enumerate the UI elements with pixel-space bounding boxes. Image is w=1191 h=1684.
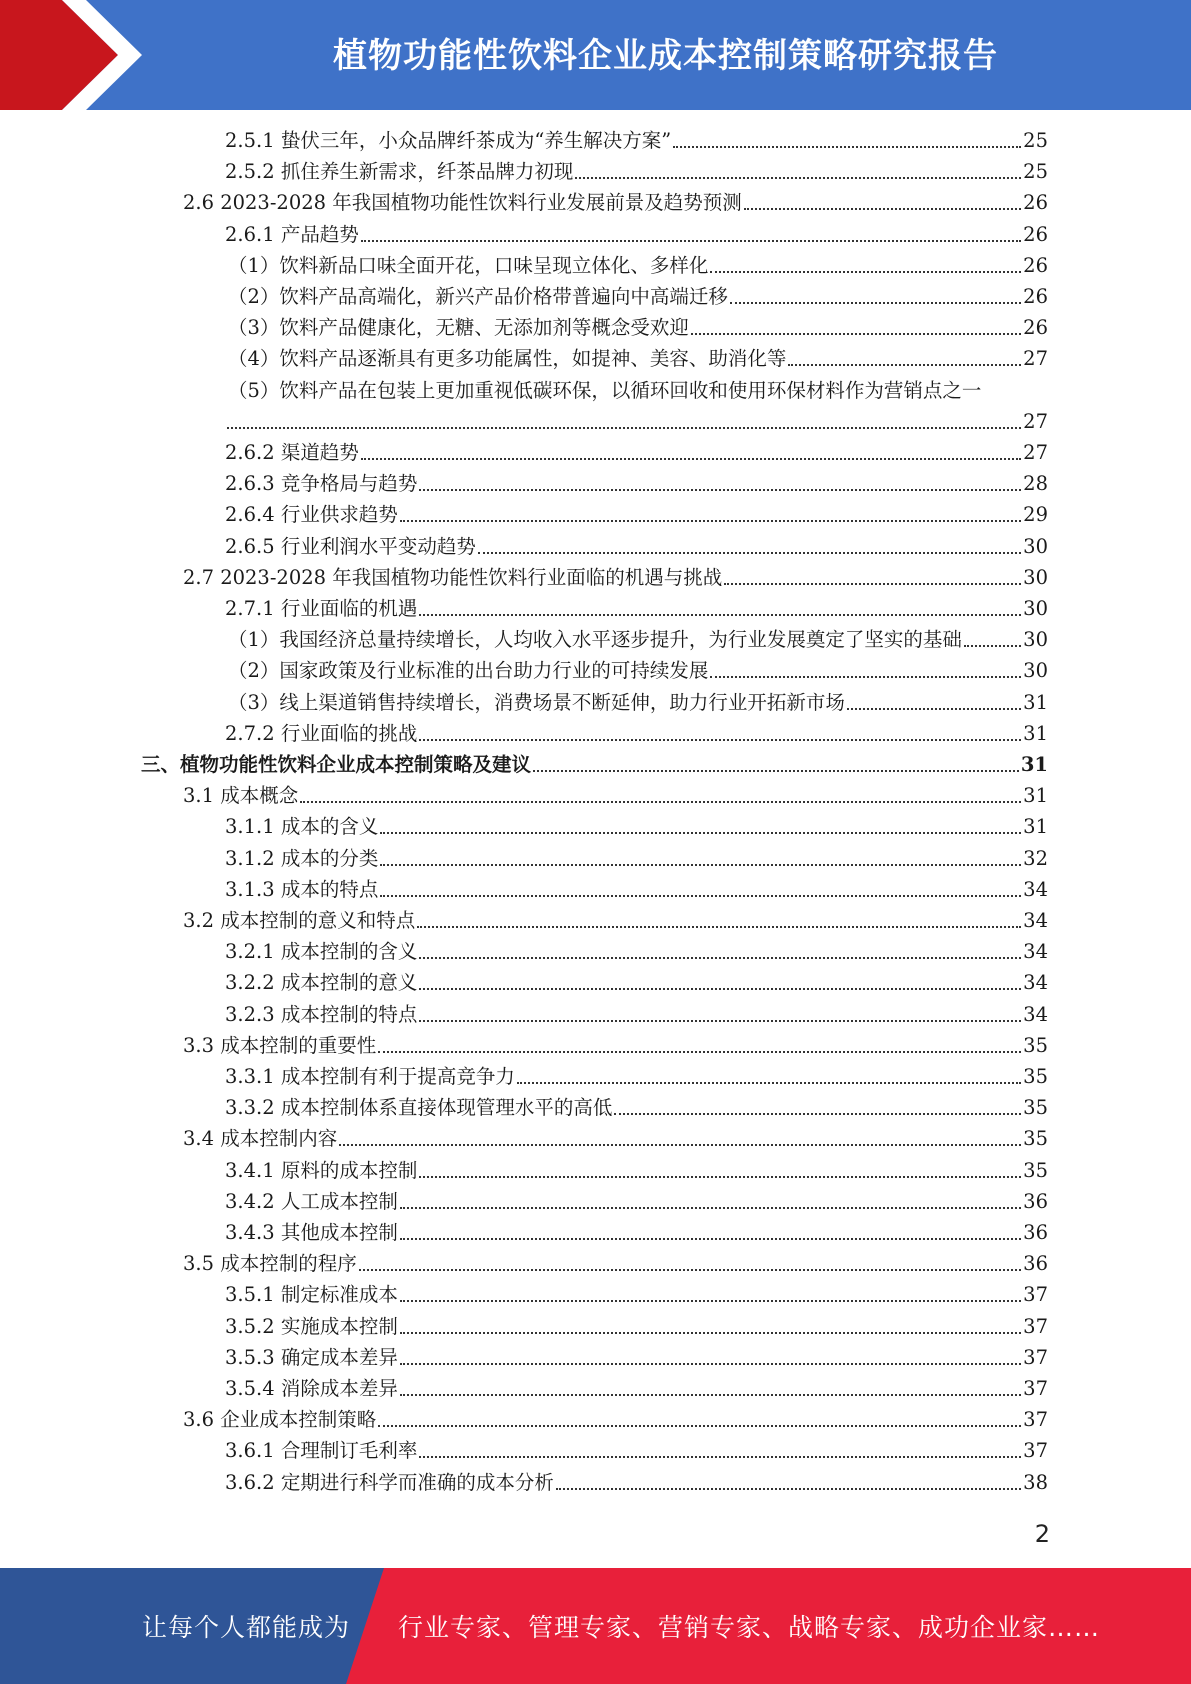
toc-entry-page: 29 (1023, 503, 1048, 527)
toc-entry-page: 34 (1023, 1002, 1048, 1026)
header-arrow-icon (0, 0, 160, 110)
toc-entry-title: 2.6.2 渠道趋势 (225, 441, 359, 464)
toc-entry-page: 35 (1023, 1065, 1048, 1088)
toc-entry-title: 2.6.1 产品趋势 (225, 222, 359, 246)
toc-entry-page: 36 (1023, 1221, 1048, 1244)
toc-leader-dots (710, 657, 1021, 685)
toc-leader-dots (575, 158, 1021, 186)
toc-entry[interactable] (228, 657, 1048, 685)
toc-leader-dots (419, 969, 1021, 997)
toc-leader-dots (533, 751, 1019, 779)
footer-slogan-right: 行业专家、管理专家、营销专家、战略专家、成功企业家…… (398, 1613, 1101, 1642)
toc-entry[interactable] (225, 1469, 1048, 1497)
toc-entry-title: 2.5.2 抓住养生新需求，纤茶品牌力初现 (225, 160, 574, 184)
toc-leader-dots (964, 626, 1021, 654)
toc-entry[interactable] (141, 751, 1048, 779)
toc-entry-title: 3.2.1 成本控制的含义 (225, 940, 418, 964)
toc-entry-page: 27 (1023, 347, 1048, 371)
toc-entry-page: 35 (1023, 1158, 1048, 1182)
toc-leader-dots (380, 876, 1021, 904)
toc-entry-page: 37 (1023, 1283, 1048, 1307)
toc-entry[interactable] (228, 689, 1048, 717)
toc-entry[interactable] (228, 252, 1048, 280)
toc-entry-title: 3.5.4 消除成本差异 (225, 1377, 398, 1400)
toc-entry[interactable] (183, 1406, 1048, 1434)
toc-leader-dots (847, 689, 1021, 717)
toc-entry[interactable] (225, 595, 1048, 623)
toc-leader-dots (380, 813, 1021, 841)
toc-leader-dots (614, 1094, 1021, 1122)
toc-entry-title: 3.2.3 成本控制的特点 (225, 1002, 418, 1026)
toc-entry-title: 3.3 成本控制的重要性 (183, 1033, 377, 1057)
toc-entry-title: 3.2 成本控制的意义和特点 (183, 909, 416, 932)
toc-leader-dots (691, 314, 1021, 342)
toc-entry-title: 2.5.1 蛰伏三年，小众品牌纤茶成为“养生解决方案” (225, 129, 672, 152)
toc-entry-page: 38 (1023, 1470, 1048, 1494)
toc-entry-page: 30 (1023, 659, 1048, 683)
toc-entry-title: 3.5.3 确定成本差异 (225, 1345, 398, 1369)
toc-entry-page: 32 (1023, 846, 1048, 870)
toc-entry[interactable] (225, 1063, 1048, 1091)
toc-entry-page: 26 (1023, 253, 1048, 277)
toc-entry-title: 2.6.3 竞争格局与趋势 (225, 472, 418, 496)
toc-entry-page: 30 (1023, 628, 1048, 652)
toc-entry[interactable] (228, 314, 1048, 342)
toc-entry-title: 3.3.1 成本控制有利于提高竞争力 (225, 1065, 515, 1088)
toc-entry-page: 37 (1023, 1377, 1048, 1400)
page-footer (0, 1568, 1191, 1684)
toc-leader-dots (339, 1125, 1021, 1153)
toc-entry-title: 三、植物功能性饮料企业成本控制策略及建议 (141, 753, 532, 776)
toc-leader-dots (400, 1375, 1021, 1403)
toc-entry-title: （4）饮料产品逐渐具有更多功能属性，如提神、美容、助消化等 (228, 347, 787, 371)
toc-entry[interactable] (228, 377, 1048, 405)
toc-entry[interactable] (225, 938, 1048, 966)
toc-entry-title: 3.3.2 成本控制体系直接体现管理水平的高低 (225, 1096, 613, 1120)
footer-slogan-left: 让每个人都能成为 (142, 1613, 351, 1642)
toc-entry-page: 30 (1023, 565, 1048, 589)
toc-entry[interactable] (225, 1344, 1048, 1372)
toc-entry[interactable] (228, 626, 1048, 654)
toc-entry-page: 27 (1023, 409, 1048, 433)
toc-entry[interactable] (225, 221, 1048, 249)
toc-entry-page: 35 (1023, 1127, 1048, 1151)
toc-entry[interactable] (183, 782, 1048, 810)
toc-entry[interactable] (225, 845, 1048, 873)
toc-entry-page: 37 (1023, 1439, 1048, 1463)
toc-entry-title: 3.6.1 合理制订毛利率 (225, 1439, 418, 1463)
toc-entry-page: 34 (1023, 909, 1048, 932)
toc-entry-title: 2.6 2023-2028 年我国植物功能性饮料行业发展前景及趋势预测 (183, 191, 742, 215)
toc-entry-page: 31 (1023, 815, 1048, 839)
toc-entry-title: 3.4.1 原料的成本控制 (225, 1158, 418, 1182)
toc-entry-page: 28 (1023, 472, 1048, 496)
toc-entry-page: 36 (1023, 1252, 1048, 1276)
toc-entry-title: 3.4.3 其他成本控制 (225, 1221, 398, 1244)
toc-leader-dots (359, 1250, 1021, 1278)
toc-entry-title: 3.1.2 成本的分类 (225, 846, 379, 870)
toc-leader-dots (419, 595, 1021, 623)
toc-entry-page: 34 (1023, 971, 1048, 995)
toc-entry[interactable] (225, 408, 1048, 436)
toc-leader-dots (788, 345, 1021, 373)
toc-leader-dots (378, 1406, 1021, 1434)
toc-leader-dots (378, 1032, 1021, 1060)
toc-leader-dots (400, 501, 1021, 529)
toc-leader-dots (227, 408, 1021, 436)
toc-entry-title: 2.7 2023-2028 年我国植物功能性饮料行业面临的机遇与挑战 (183, 565, 723, 589)
toc-entry[interactable] (228, 283, 1048, 311)
toc-leader-dots (556, 1469, 1021, 1497)
toc-leader-dots (419, 938, 1021, 966)
page-header (0, 0, 1191, 110)
toc-entry[interactable] (225, 876, 1048, 904)
toc-entry[interactable] (225, 1219, 1048, 1247)
toc-entry[interactable] (225, 127, 1048, 155)
toc-entry-page: 31 (1023, 721, 1048, 745)
toc-entry-title: 2.6.5 行业利润水平变动趋势 (225, 534, 476, 558)
toc-entry-title: 2.7.1 行业面临的机遇 (225, 597, 418, 620)
toc-entry[interactable] (225, 158, 1048, 186)
toc-entry-title: 3.5 成本控制的程序 (183, 1252, 357, 1276)
toc-entry-title: 3.6 企业成本控制策略 (183, 1408, 377, 1432)
toc-leader-dots (419, 1437, 1021, 1465)
toc-leader-dots (478, 533, 1021, 561)
toc-entry-title: （1）饮料新品口味全面开花，口味呈现立体化、多样化 (228, 253, 709, 277)
toc-entry-title: 3.1.3 成本的特点 (225, 877, 379, 901)
toc-entry[interactable] (225, 439, 1048, 467)
toc-leader-dots (419, 1001, 1021, 1029)
toc-entry-title: 3.5.2 实施成本控制 (225, 1314, 398, 1338)
toc-leader-dots (400, 1188, 1021, 1216)
toc-leader-dots (361, 439, 1021, 467)
toc-entry-title: （2）饮料产品高端化，新兴产品价格带普遍向中高端迁移 (228, 285, 728, 308)
toc-leader-dots (300, 782, 1021, 810)
toc-leader-dots (517, 1063, 1021, 1091)
toc-leader-dots (419, 470, 1021, 498)
toc-entry[interactable] (225, 813, 1048, 841)
toc-entry-title: 2.6.4 行业供求趋势 (225, 503, 398, 527)
toc-entry-page: 35 (1023, 1096, 1048, 1120)
toc-entry-page: 30 (1023, 597, 1048, 620)
toc-entry-page: 37 (1023, 1408, 1048, 1432)
toc-entry-page: 36 (1023, 1189, 1048, 1213)
toc-entry-title: 2.7.2 行业面临的挑战 (225, 721, 418, 745)
toc-entry-title: 3.6.2 定期进行科学而准确的成本分析 (225, 1470, 554, 1494)
toc-entry-page: 37 (1023, 1345, 1048, 1369)
toc-entry[interactable] (225, 969, 1048, 997)
toc-leader-dots (673, 127, 1021, 155)
toc-entry-page: 34 (1023, 940, 1048, 964)
toc-leader-dots (400, 1313, 1021, 1341)
toc-entry[interactable] (225, 1281, 1048, 1309)
toc-entry[interactable] (225, 1094, 1048, 1122)
toc-leader-dots (730, 283, 1021, 311)
toc-entry[interactable] (225, 1313, 1048, 1341)
toc-entry[interactable] (183, 1032, 1048, 1060)
toc-entry[interactable] (225, 720, 1048, 748)
toc-entry-page: 26 (1023, 191, 1048, 215)
toc-entry-page: 35 (1023, 1033, 1048, 1057)
toc-leader-dots (744, 189, 1021, 217)
toc-leader-dots (419, 720, 1021, 748)
toc-leader-dots (724, 564, 1021, 592)
toc-entry-title: 3.5.1 制定标准成本 (225, 1283, 398, 1307)
toc-entry-page: 37 (1023, 1314, 1048, 1338)
toc-entry[interactable] (183, 1250, 1048, 1278)
toc-entry[interactable] (225, 1157, 1048, 1185)
toc-entry[interactable] (225, 1437, 1048, 1465)
toc-entry[interactable] (183, 189, 1048, 217)
toc-entry-page: 26 (1023, 316, 1048, 340)
toc-entry-page: 31 (1020, 753, 1048, 776)
toc-entry-page: 26 (1023, 222, 1048, 246)
document-title: 植物功能性饮料企业成本控制策略研究报告 (333, 36, 998, 76)
toc-entry[interactable] (183, 564, 1048, 592)
toc-leader-dots (710, 252, 1021, 280)
toc-leader-dots (400, 1219, 1021, 1247)
toc-entry-title: （5）饮料产品在包装上更加重视低碳环保，以循环回收和使用环保材料作为营销点之一 (228, 378, 982, 402)
toc-entry-title: （3）饮料产品健康化，无糖、无添加剂等概念受欢迎 (228, 316, 689, 340)
toc-entry-page: 26 (1023, 285, 1048, 308)
toc-leader-dots (419, 1157, 1021, 1185)
toc-entry[interactable] (228, 345, 1048, 373)
toc-entry-title: （2）国家政策及行业标准的出台助力行业的可持续发展 (228, 659, 709, 683)
toc-entry-page: 25 (1023, 129, 1048, 152)
toc-entry-title: 3.4.2 人工成本控制 (225, 1189, 398, 1213)
toc-leader-dots (361, 221, 1021, 249)
toc-entry-title: 3.4 成本控制内容 (183, 1127, 338, 1151)
toc-entry-title: 3.2.2 成本控制的意义 (225, 971, 418, 995)
toc-entry[interactable] (225, 1001, 1048, 1029)
toc-entry-page: 31 (1023, 690, 1048, 714)
toc-entry-page: 31 (1023, 784, 1048, 808)
toc-entry-title: 3.1.1 成本的含义 (225, 815, 379, 839)
toc-entry[interactable] (225, 533, 1048, 561)
toc-leader-dots (380, 845, 1021, 873)
toc-entry-page: 30 (1023, 534, 1048, 558)
toc-entry-page: 27 (1023, 441, 1048, 464)
toc-entry[interactable] (225, 470, 1048, 498)
toc-entry[interactable] (225, 1375, 1048, 1403)
toc-entry[interactable] (183, 1125, 1048, 1153)
toc-entry-title: （3）线上渠道销售持续增长，消费场景不断延伸，助力行业开拓新市场 (228, 690, 845, 714)
toc-entry[interactable] (225, 1188, 1048, 1216)
page-number: 2 (1034, 1520, 1050, 1548)
toc-entry-page: 34 (1023, 877, 1048, 901)
toc-leader-dots (417, 907, 1021, 935)
toc-leader-dots (400, 1281, 1021, 1309)
toc-leader-dots (400, 1344, 1021, 1372)
toc-entry[interactable] (183, 907, 1048, 935)
toc-entry-title: 3.1 成本概念 (183, 784, 299, 808)
toc-entry-page: 25 (1023, 160, 1048, 184)
toc-entry-title: （1）我国经济总量持续增长，人均收入水平逐步提升，为行业发展奠定了坚实的基础 (228, 628, 962, 652)
toc-entry[interactable] (225, 501, 1048, 529)
